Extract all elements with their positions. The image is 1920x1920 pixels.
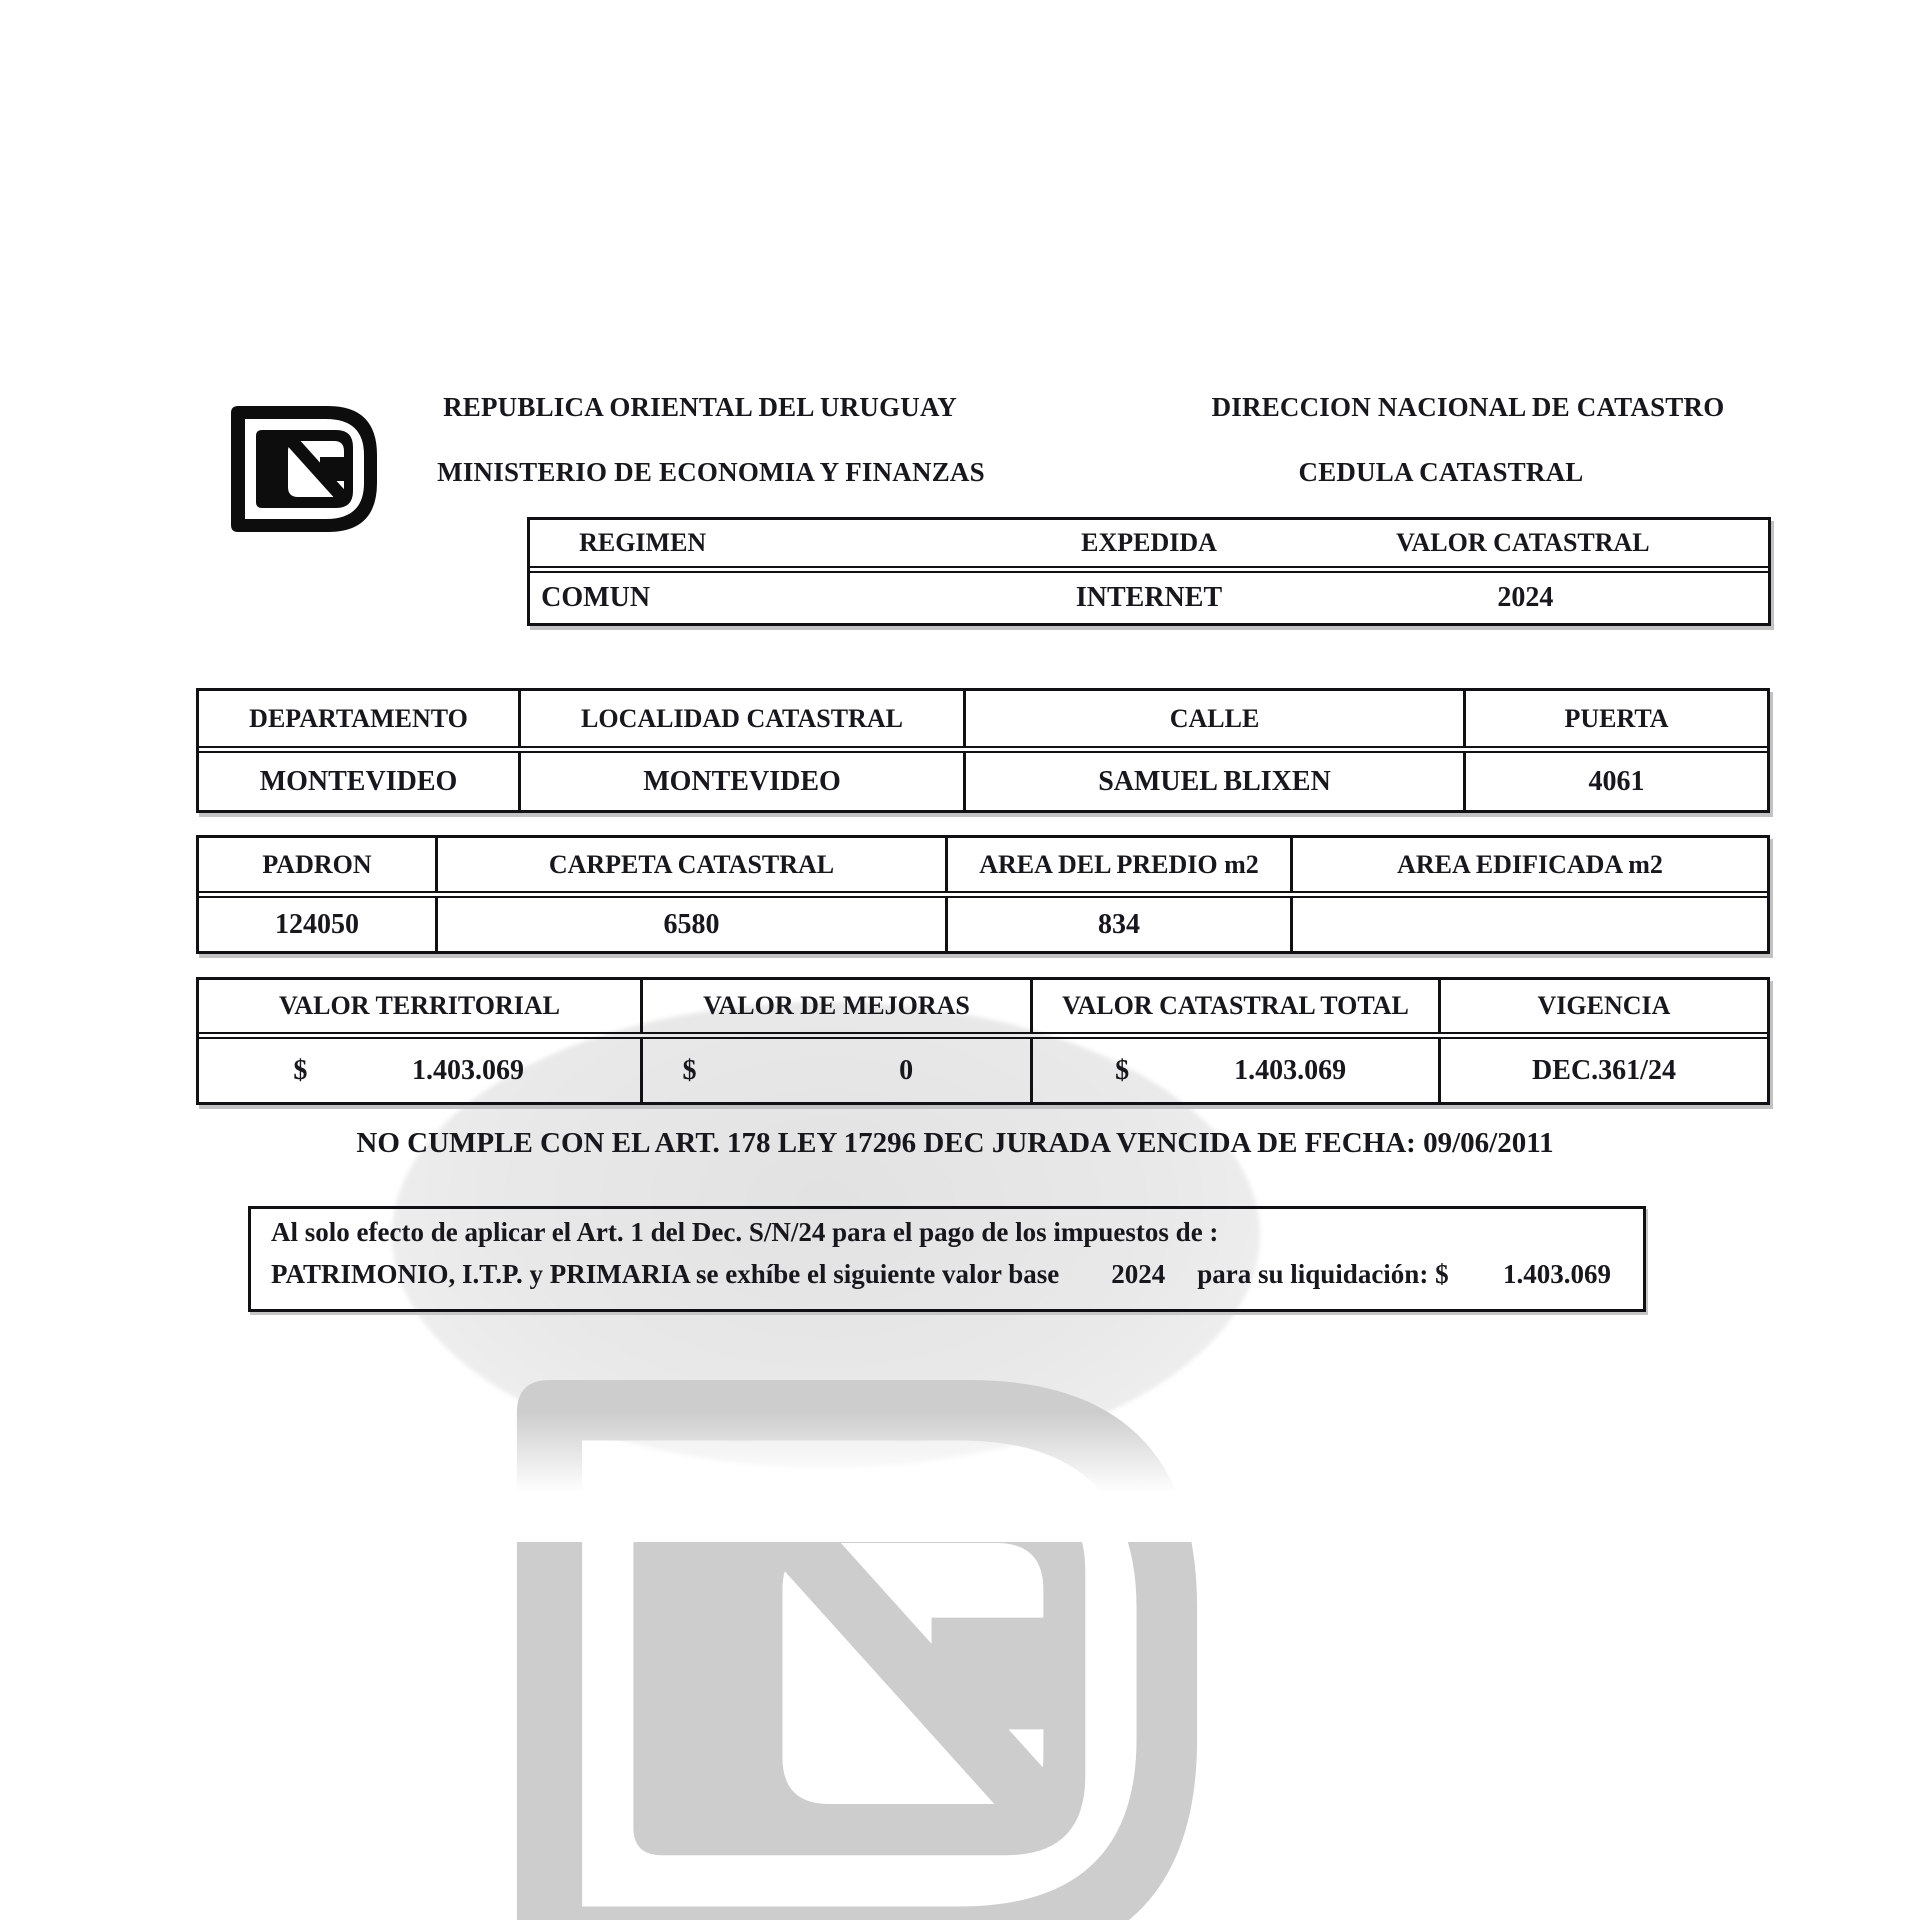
value-label: 6580 <box>663 908 720 940</box>
currency-symbol: $ <box>1115 1054 1130 1086</box>
currency-symbol: $ <box>293 1054 308 1086</box>
header-cell: VALOR CATASTRAL <box>1396 528 1650 557</box>
value-cell <box>948 898 1293 951</box>
vigencia-value: DEC.361/24 <box>1532 1054 1676 1086</box>
value-label: 834 <box>1098 908 1140 940</box>
value-cell-territorial <box>199 1039 643 1102</box>
table-value-row <box>199 898 1767 951</box>
currency-symbol: $ <box>682 1054 697 1086</box>
compliance-notice: NO CUMPLE CON EL ART. 178 LEY 17296 DEC JURADA VENCIDA DE FECHA: 09/06/2011 <box>356 1127 1554 1159</box>
header-label: PUERTA <box>1564 703 1669 733</box>
tax-value-box <box>248 1206 1646 1312</box>
value-label: SAMUEL BLIXEN <box>1098 765 1331 797</box>
value-cell: COMUN <box>541 582 651 613</box>
value-label: MONTEVIDEO <box>259 765 458 797</box>
header-cell: REGIMEN <box>579 528 707 557</box>
padron-table <box>196 835 1770 954</box>
header-cedula: CEDULA CATASTRAL <box>1298 457 1584 487</box>
tax-box-line2 <box>271 1259 1625 1290</box>
value-cell <box>199 898 438 951</box>
header-label: CALLE <box>1169 703 1260 733</box>
amount: 0 <box>899 1054 914 1086</box>
header-cell <box>438 838 948 891</box>
header-label: AREA DEL PREDIO m2 <box>979 849 1259 879</box>
header-label: VALOR DE MEJORAS <box>703 991 970 1020</box>
table-header-row <box>530 520 1768 573</box>
valores-table <box>196 977 1770 1105</box>
table-header-row <box>199 980 1767 1039</box>
dnc-logo-icon <box>228 403 380 535</box>
header-cell <box>521 691 966 746</box>
value-cell-vigencia <box>1441 1039 1767 1102</box>
table-header-row <box>199 691 1767 753</box>
table-value-row <box>199 1039 1767 1102</box>
header-label: LOCALIDAD CATASTRAL <box>581 703 903 733</box>
value-cell <box>1293 898 1767 951</box>
tax-box-line2-text: PATRIMONIO, I.T.P. y PRIMARIA se exhíbe el siguiente valor base <box>271 1259 1060 1289</box>
amount: 1.403.069 <box>412 1054 524 1086</box>
value-cell: INTERNET <box>1075 582 1223 613</box>
header-cell <box>199 838 438 891</box>
value-cell-catastral-total <box>1033 1039 1441 1102</box>
header-label: VIGENCIA <box>1537 991 1671 1020</box>
header-label: PADRON <box>262 849 372 879</box>
header-direccion: DIRECCION NACIONAL DE CATASTRO <box>1211 392 1725 422</box>
header-republic: REPUBLICA ORIENTAL DEL URUGUAY <box>443 392 957 422</box>
tax-box-year: 2024 <box>1111 1259 1166 1289</box>
header-label: AREA EDIFICADA m2 <box>1397 849 1663 879</box>
header-cell <box>1441 980 1767 1032</box>
value-cell <box>966 753 1466 810</box>
header-cell <box>1033 980 1441 1032</box>
tax-box-line1: Al solo efecto de aplicar el Art. 1 del Dec. S/N/24 para el pago de los impuestos de : <box>271 1217 1219 1247</box>
header-cell <box>1466 691 1767 746</box>
header-label: VALOR CATASTRAL TOTAL <box>1062 991 1409 1020</box>
value-cell <box>438 898 948 951</box>
header-cell <box>948 838 1293 891</box>
value-label: MONTEVIDEO <box>643 765 841 797</box>
amount: 1.403.069 <box>1234 1054 1347 1086</box>
value-label: 124050 <box>275 908 359 940</box>
value-cell <box>199 753 521 810</box>
regimen-table <box>527 517 1771 626</box>
value-cell <box>521 753 966 810</box>
header-label: VALOR TERRITORIAL <box>278 991 561 1020</box>
value-label: 4061 <box>1588 765 1645 797</box>
header-cell <box>966 691 1466 746</box>
table-value-row <box>199 753 1767 810</box>
table-value-row <box>530 573 1768 623</box>
header-ministry: MINISTERIO DE ECONOMIA Y FINANZAS <box>437 457 985 487</box>
value-cell-mejoras <box>643 1039 1033 1102</box>
location-table <box>196 688 1770 813</box>
tax-box-base-value: 1.403.069 <box>1503 1259 1611 1289</box>
table-header-row <box>199 838 1767 898</box>
header-cell <box>199 980 643 1032</box>
header-cell <box>1293 838 1767 891</box>
tax-box-liquidation-label: para su liquidación: $ <box>1197 1259 1449 1289</box>
header-label: DEPARTAMENTO <box>249 703 468 733</box>
header-cell <box>199 691 521 746</box>
header-cell <box>643 980 1033 1032</box>
header-cell: EXPEDIDA <box>1081 528 1217 557</box>
value-cell <box>1466 753 1767 810</box>
value-cell: 2024 <box>1497 582 1554 613</box>
header-label: CARPETA CATASTRAL <box>548 849 835 879</box>
